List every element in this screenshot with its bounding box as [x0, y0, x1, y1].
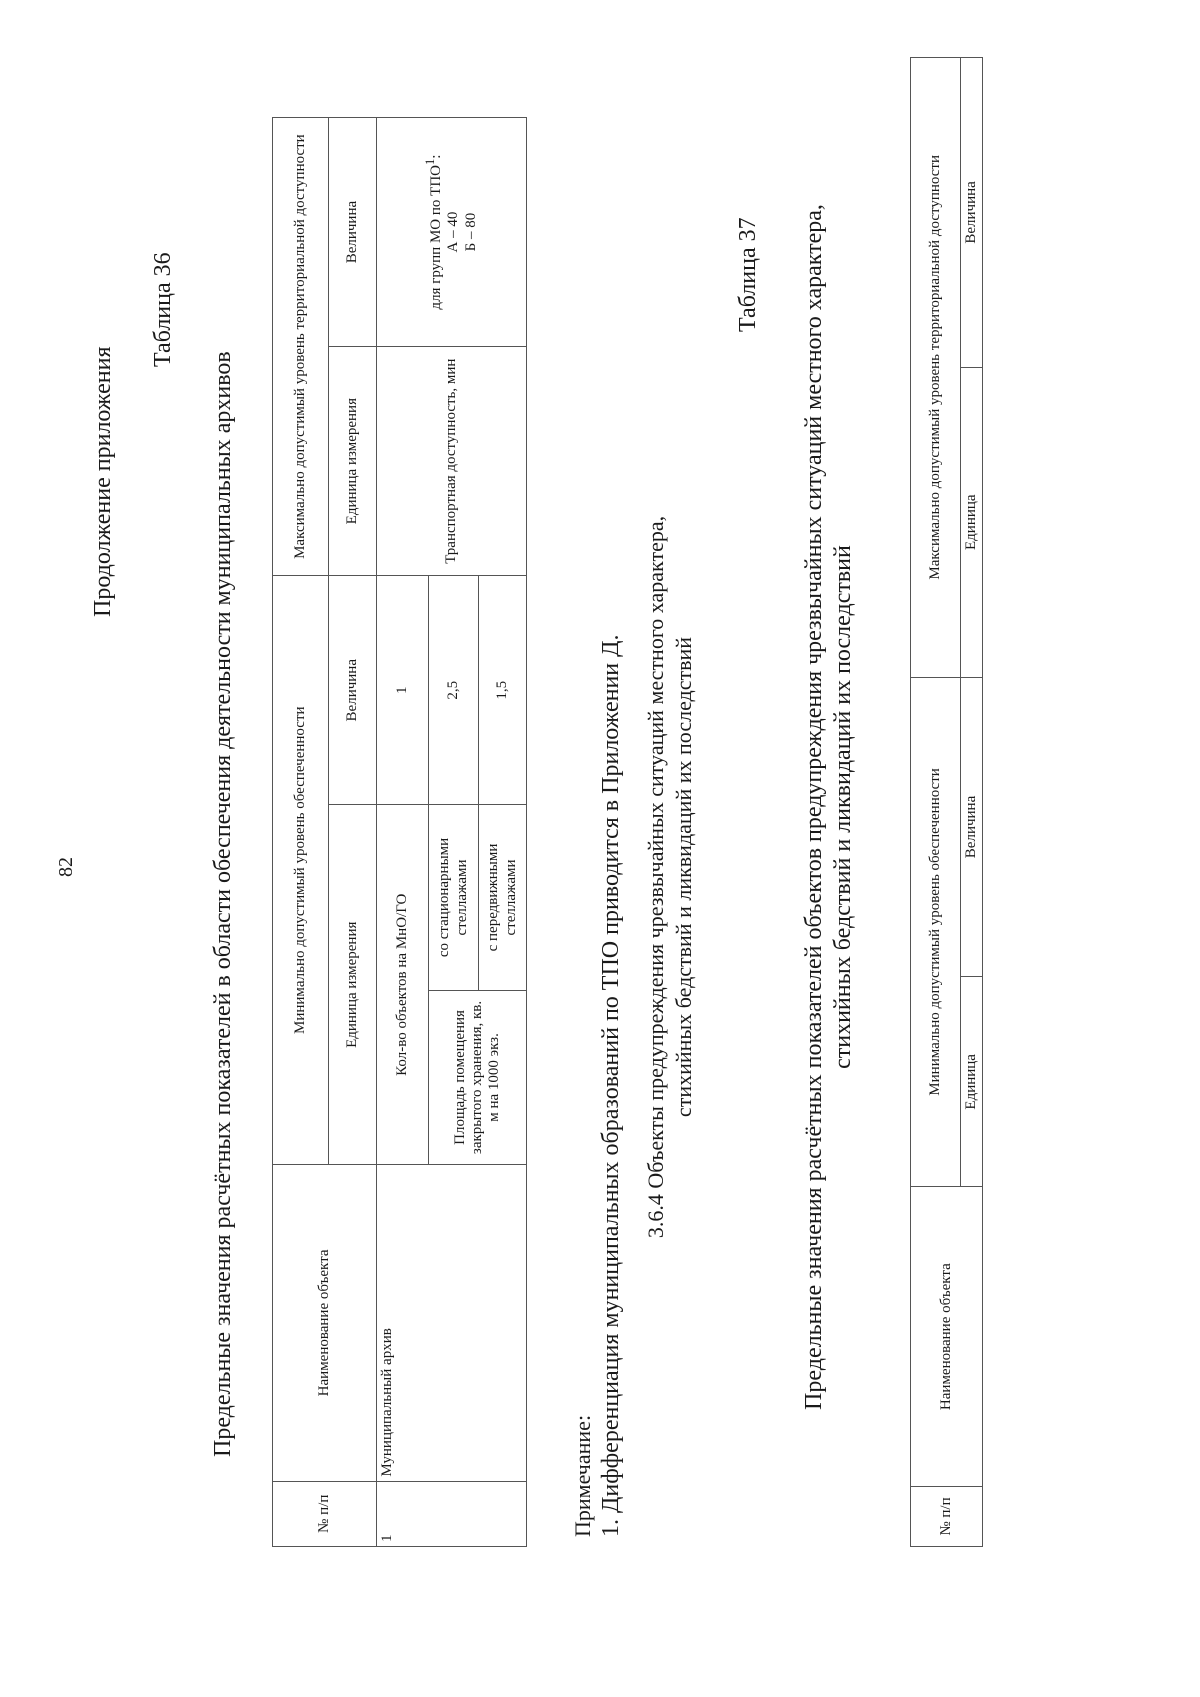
transport-value-line1: для групп МО по ТПО	[428, 165, 445, 310]
t37-header-max-group: Максимально допустимый уровень территориальной доступности	[911, 58, 961, 678]
section-line1: 3.6.4 Объекты предупреждения чрезвычайных ситуаций местного характера,	[643, 515, 668, 1239]
t37-header-min-group: Минимально допустимый уровень обеспеченности	[911, 677, 961, 1187]
transport-unit: Транспортная доступность, мин	[377, 347, 527, 576]
sub2-label: с передвижными стеллажами	[479, 805, 527, 990]
page-number: 82	[55, 857, 77, 877]
t37-header-name: Наименование объекта	[911, 1187, 983, 1487]
t37-header-min-value: Величина	[961, 677, 983, 977]
count-unit: Кол-во объектов на МнО/ГО	[377, 805, 429, 1165]
t37-header-num: № п/п	[911, 1487, 983, 1547]
section-line2: стихийных бедствий и ликвидаций их последствий	[670, 636, 696, 1118]
note-1: 1. Дифференциация муниципальных образований по ТПО приводится в Приложении Д.	[598, 634, 624, 1537]
table37-title	[800, 107, 858, 1507]
transport-value-line3: Б – 80	[462, 212, 479, 252]
header-min-unit: Единица измерения	[329, 805, 377, 1165]
t37-header-min-unit: Единица	[961, 977, 983, 1187]
row-name: Муниципальный архив	[377, 1165, 527, 1481]
header-name: Наименование объекта	[273, 1165, 377, 1481]
row-num: 1	[377, 1481, 527, 1546]
note-label: Примечание:	[570, 1414, 595, 1537]
header-max-value: Величина	[329, 118, 377, 347]
count-value: 1	[377, 576, 429, 805]
table36	[272, 117, 527, 1547]
header-min-group: Минимально допустимый уровень обеспеченности	[273, 576, 329, 1165]
transport-value: для групп МО по ТПО$^1$: А – 40 Б – 80	[377, 118, 527, 347]
table36-label: Таблица 36	[150, 252, 176, 367]
header-min-value: Величина	[329, 576, 377, 805]
table37-title-line1: Предельные значения расчётных показателей объектов предупреждения чрезвычайных ситуаций местного характера,	[801, 204, 827, 1410]
header-max-group: Максимально допустимый уровень территориальной доступности	[273, 118, 329, 576]
table37-title-line2: стихийных бедствий и ликвидаций их последствий	[829, 545, 856, 1069]
table36-title: Предельные значения расчётных показателей в области обеспечения деятельности муниципальных архивов	[210, 351, 236, 1457]
transport-value-footnote: 1	[423, 158, 438, 165]
table37	[910, 57, 983, 1547]
sub1-label: со стационарными стеллажами	[429, 805, 479, 990]
header-num: № п/п	[273, 1481, 377, 1546]
continuation-title: Продолжение приложения	[90, 346, 116, 617]
t37-header-max-value: Величина	[961, 58, 983, 368]
transport-value-line2: А – 40	[445, 211, 462, 253]
t37-header-max-unit: Единица	[961, 367, 983, 677]
header-max-unit: Единица измерения	[329, 347, 377, 576]
area-unit: Площадь помещения закрытого хранения, кв. м на 1000 экз.	[429, 990, 527, 1165]
sub2-value: 1,5	[479, 576, 527, 805]
table37-label: Таблица 37	[735, 217, 761, 332]
sub1-value: 2,5	[429, 576, 479, 805]
section-heading	[642, 327, 697, 1427]
